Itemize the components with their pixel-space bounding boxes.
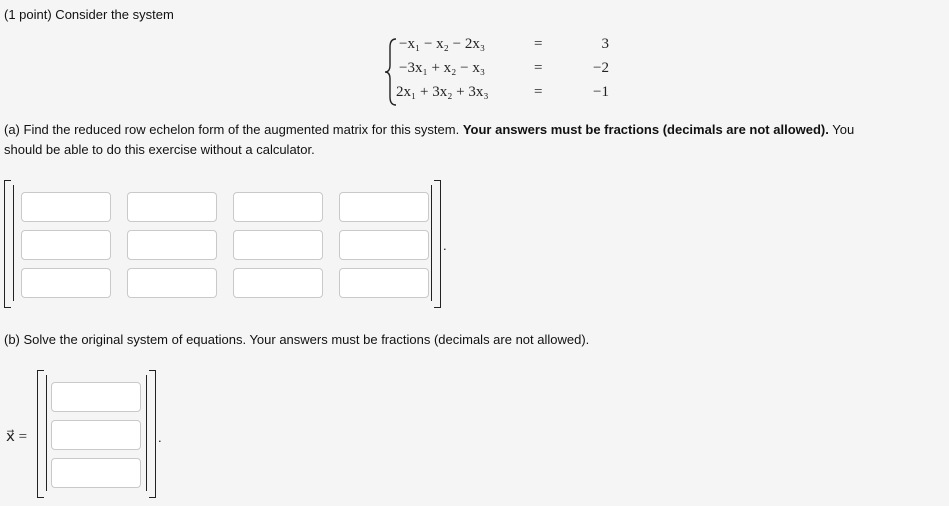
part-a-instructions-line2: should be able to do this exercise without a calculator. xyxy=(4,142,315,157)
matrix-cell-r1-c3[interactable] xyxy=(233,192,323,222)
equals-sign: = xyxy=(534,84,543,100)
part-a-text: (a) Find the reduced row echelon form of the augmented matrix for this system. xyxy=(4,122,463,137)
equation-lhs: 2x₁ + 3x₂ + 3x₃ xyxy=(396,84,489,100)
matrix-cell-r2-c2[interactable] xyxy=(127,230,217,260)
equation-row xyxy=(396,84,619,108)
matrix-period: . xyxy=(443,238,447,253)
equation-row xyxy=(399,36,619,60)
matrix-right-bracket xyxy=(434,180,441,308)
equation-row xyxy=(399,60,619,84)
solution-vector xyxy=(0,370,180,500)
matrix-cell-r2-c3[interactable] xyxy=(233,230,323,260)
equation-system xyxy=(383,36,613,108)
part-a-bold-text: Your answers must be fractions (decimals are not allowed). xyxy=(462,122,829,137)
matrix-cell-r3-c3[interactable] xyxy=(233,268,323,298)
matrix-cell-r2-c4[interactable] xyxy=(339,230,429,260)
part-b-instructions: (b) Solve the original system of equations. Your answers must be fractions (decimals are not allowed). xyxy=(4,332,590,347)
vector-cell-2[interactable] xyxy=(51,420,141,450)
matrix-cell-r1-c4[interactable] xyxy=(339,192,429,222)
vector-left-inner-line xyxy=(46,375,47,491)
vector-period: . xyxy=(158,430,162,445)
problem-header xyxy=(4,5,174,25)
equation-rhs: 3 xyxy=(601,36,609,52)
equation-rhs: −2 xyxy=(593,60,609,76)
matrix-cell-r1-c1[interactable] xyxy=(21,192,111,222)
matrix-cell-r3-c1[interactable] xyxy=(21,268,111,298)
part-a-instructions xyxy=(4,120,854,140)
matrix-left-bracket xyxy=(4,180,11,308)
equation-lhs: −x₁ − x₂ − 2x₃ xyxy=(399,36,486,52)
matrix-cell-r3-c4[interactable] xyxy=(339,268,429,298)
vector-right-inner-line xyxy=(146,375,147,491)
vector-cell-3[interactable] xyxy=(51,458,141,488)
augmented-matrix xyxy=(0,180,460,310)
vector-left-bracket xyxy=(37,370,44,498)
vector-right-bracket xyxy=(149,370,156,498)
vector-cell-1[interactable] xyxy=(51,382,141,412)
equation-rhs: −1 xyxy=(593,84,609,100)
matrix-cell-r2-c1[interactable] xyxy=(21,230,111,260)
part-a-text-end: You xyxy=(828,122,855,137)
matrix-cell-r3-c2[interactable] xyxy=(127,268,217,298)
equals-sign: = xyxy=(534,60,543,76)
equals-sign: = xyxy=(534,36,543,52)
x-vector-label: x⃗ = xyxy=(6,429,28,445)
problem-header-text: (1 point) Consider the system xyxy=(4,7,174,22)
matrix-left-inner-line xyxy=(13,185,14,301)
equation-lhs: −3x₁ + x₂ − x₃ xyxy=(399,60,486,76)
matrix-right-inner-line xyxy=(431,185,432,301)
matrix-cell-r1-c2[interactable] xyxy=(127,192,217,222)
